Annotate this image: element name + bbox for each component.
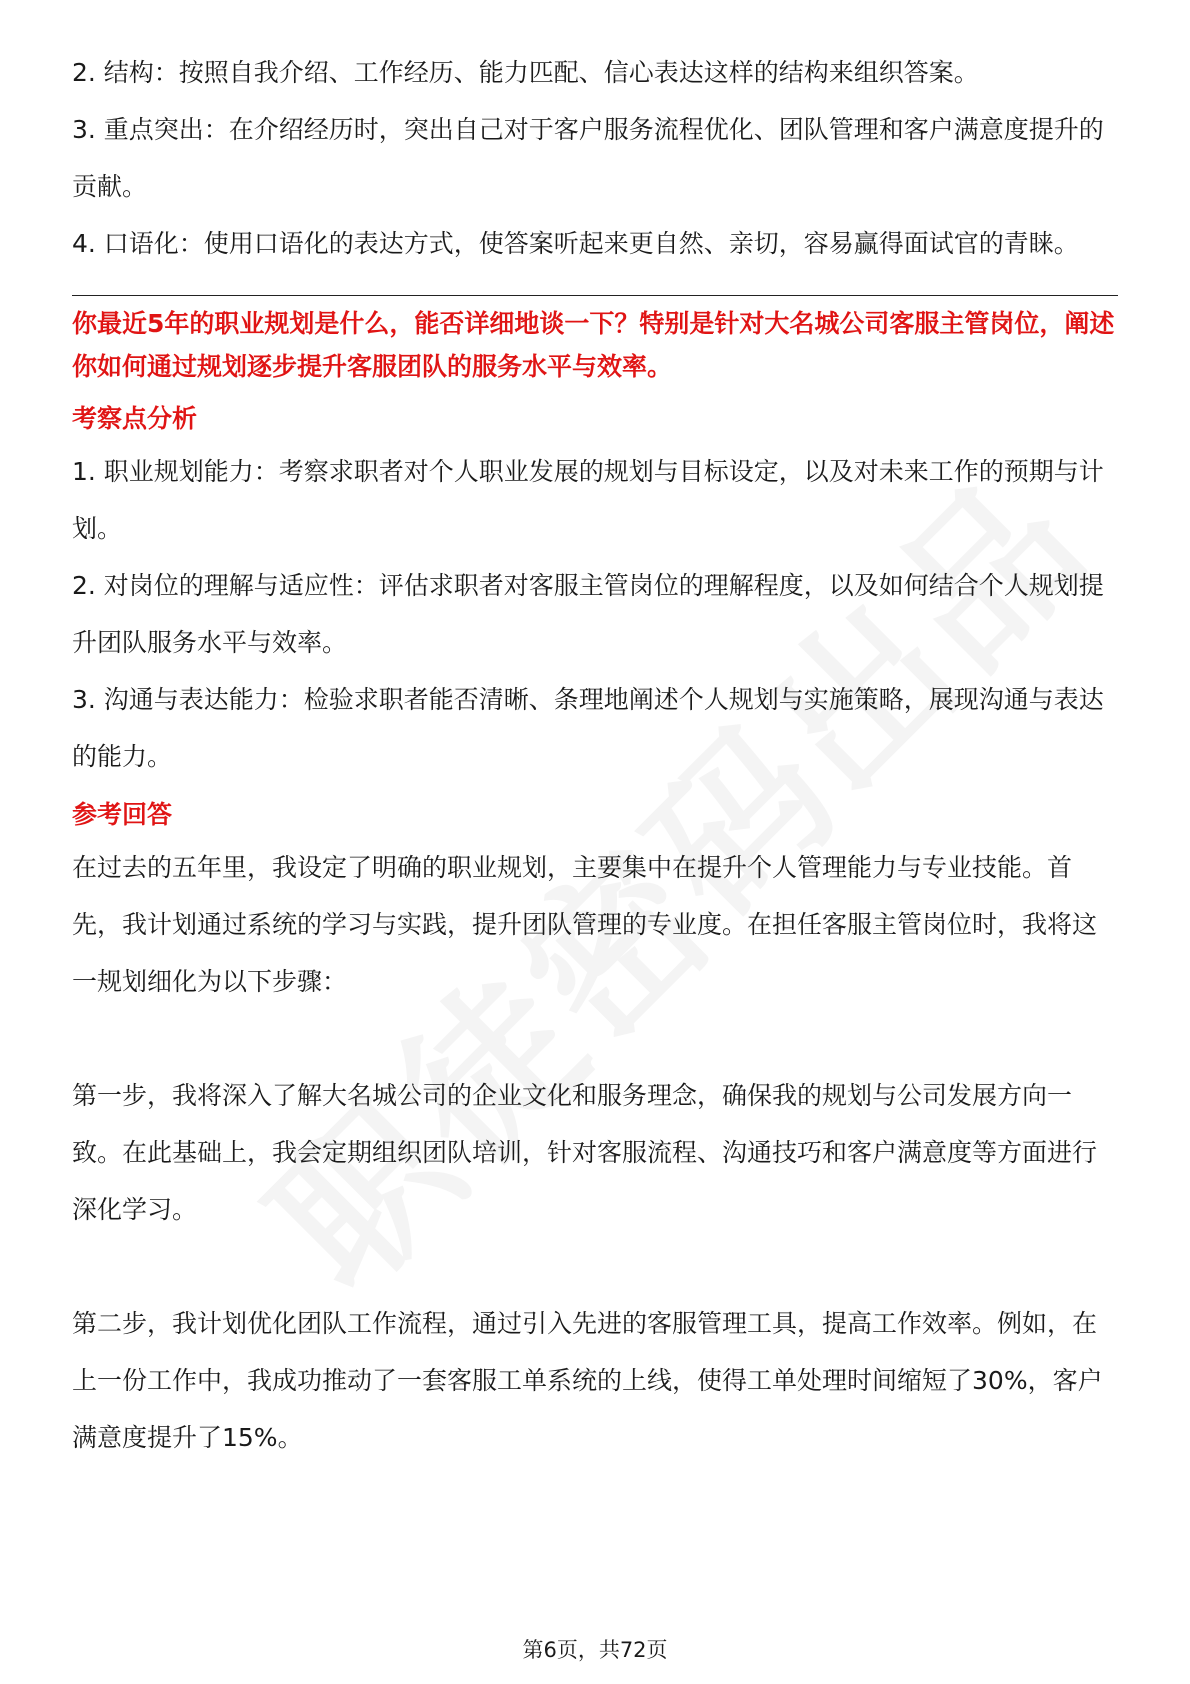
analysis-item: 2. 对岗位的理解与适应性：评估求职者对客服主管岗位的理解程度，以及如何结合个人规划提升团队服务水平与效率。	[72, 571, 1104, 657]
section-divider	[72, 295, 1118, 296]
document-body	[72, 44, 1118, 1466]
analysis-item: 1. 职业规划能力：考察求职者对个人职业发展的规划与目标设定，以及对未来工作的预期与计划。	[72, 457, 1104, 543]
list-item: 4. 口语化：使用口语化的表达方式，使答案听起来更自然、亲切，容易赢得面试官的青睐。	[72, 229, 1079, 258]
list-item: 2. 结构：按照自我介绍、工作经历、能力匹配、信心表达这样的结构来组织答案。	[72, 58, 979, 87]
analysis-item: 3. 沟通与表达能力：检验求职者能否清晰、条理地阐述个人规划与实施策略，展现沟通与表达的能力。	[72, 685, 1104, 771]
answer-title: 参考回答	[72, 800, 173, 829]
answer-paragraph: 第一步，我将深入了解大名城公司的企业文化和服务理念，确保我的规划与公司发展方向一致。在此基础上，我会定期组织团队培训，针对客服流程、沟通技巧和客户满意度等方面进行深化学习。	[72, 1081, 1098, 1224]
answer-paragraph: 第二步，我计划优化团队工作流程，通过引入先进的客服管理工具，提高工作效率。例如，在上一份工作中，我成功推动了一套客服工单系统的上线，使得工单处理时间缩短了30%，客户满意度提升了15%。	[72, 1309, 1103, 1452]
list-item: 3. 重点突出：在介绍经历时，突出自己对于客户服务流程优化、团队管理和客户满意度提升的贡献。	[72, 115, 1104, 201]
answer-paragraph: 在过去的五年里，我设定了明确的职业规划，主要集中在提升个人管理能力与专业技能。首先，我计划通过系统的学习与实践，提升团队管理的专业度。在担任客服主管岗位时，我将这一规划细化为以下步骤：	[72, 853, 1098, 996]
analysis-title: 考察点分析	[72, 404, 198, 433]
interview-question: 你最近5年的职业规划是什么，能否详细地谈一下？特别是针对大名城公司客服主管岗位，阐述你如何通过规划逐步提升客服团队的服务水平与效率。	[72, 309, 1115, 381]
page-number: 第6页，共72页	[522, 1638, 668, 1662]
paragraph-spacer	[72, 1010, 1118, 1067]
paragraph-spacer	[72, 1238, 1118, 1295]
